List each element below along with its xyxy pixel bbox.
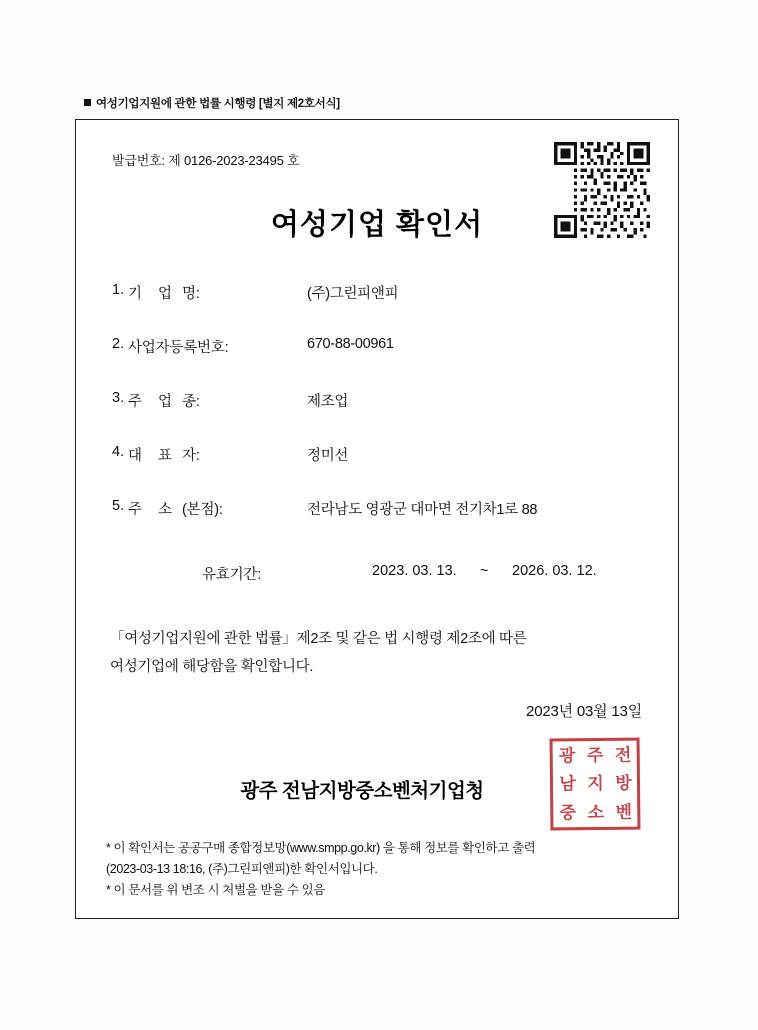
field-label: 사업자등록번호: <box>128 340 229 356</box>
field-row-business-registration-number <box>112 336 652 390</box>
validity-end-date: 2026. 03. 12. <box>512 563 597 579</box>
seal-char: 방 <box>615 774 631 794</box>
seal-char: 광 <box>558 746 575 766</box>
field-label: 주업종: <box>128 394 200 410</box>
legal-statement-line2: 여성기업에 해당함을 확인합니다. <box>110 659 314 675</box>
validity-start-date: 2023. 03. 13. <box>372 563 457 579</box>
page-title: 여성기업 확인서 <box>270 209 484 241</box>
form-header-text: 여성기업지원에 관한 법률 시행령 [별지 제2호서식] <box>96 98 340 110</box>
issue-number: 발급번호: 제 0126-2023-23495 호 <box>112 153 300 168</box>
field-label: 대표자: <box>128 448 200 464</box>
bullet-square-icon <box>84 99 91 106</box>
field-number: 5. <box>112 498 125 514</box>
legal-statement <box>110 625 650 681</box>
footnotes <box>106 838 662 901</box>
form-header <box>84 95 340 111</box>
field-value: 정미선 <box>307 448 349 464</box>
field-label: 기업명: <box>128 286 200 302</box>
certificate-date: 2023년 03월 13일 <box>526 703 642 720</box>
footnote-line-2: (2023-03-13 18:16, (주)그린피앤피)한 확인서입니다. <box>106 862 378 876</box>
seal-char: 벤 <box>615 802 632 822</box>
validity-label: 유효기간: <box>202 567 262 583</box>
field-number: 1. <box>112 282 125 298</box>
issuing-authority: 광주 전남지방중소벤처기업청 <box>240 780 484 802</box>
field-row-address <box>112 498 652 552</box>
field-number: 2. <box>112 336 125 352</box>
validity-separator: ~ <box>480 563 489 579</box>
field-value: 제조업 <box>307 394 349 410</box>
field-value: 670-88-00961 <box>307 336 394 352</box>
field-label: 주소(본점): <box>128 502 223 518</box>
field-value: 전라남도 영광군 대마면 전기차1로 88 <box>307 502 538 518</box>
seal-char: 남 <box>559 774 575 794</box>
seal-char: 중 <box>559 803 576 823</box>
field-row-representative <box>112 444 652 498</box>
official-seal-stamp <box>550 738 641 831</box>
seal-char: 전 <box>614 745 631 765</box>
field-list <box>112 282 652 552</box>
certificate-box <box>75 119 679 919</box>
field-number: 4. <box>112 444 125 460</box>
field-number: 3. <box>112 390 125 406</box>
seal-char: 소 <box>587 803 604 823</box>
field-row-company-name <box>112 282 652 336</box>
field-row-main-business-type <box>112 390 652 444</box>
footnote-line-1: * 이 확인서는 공공구매 종합정보망(www.smpp.go.kr) 을 통해 정보를 확인하고 출력 <box>106 841 536 855</box>
footnote-line-3: * 이 문서를 위 변조 시 처벌을 받을 수 있음 <box>106 883 325 897</box>
legal-statement-line1: 「여성기업지원에 관한 법률」제2조 및 같은 법 시행령 제2조에 따른 <box>110 631 527 647</box>
field-value: (주)그린피앤피 <box>307 286 399 302</box>
seal-char: 지 <box>587 774 603 794</box>
seal-char: 주 <box>586 745 603 765</box>
